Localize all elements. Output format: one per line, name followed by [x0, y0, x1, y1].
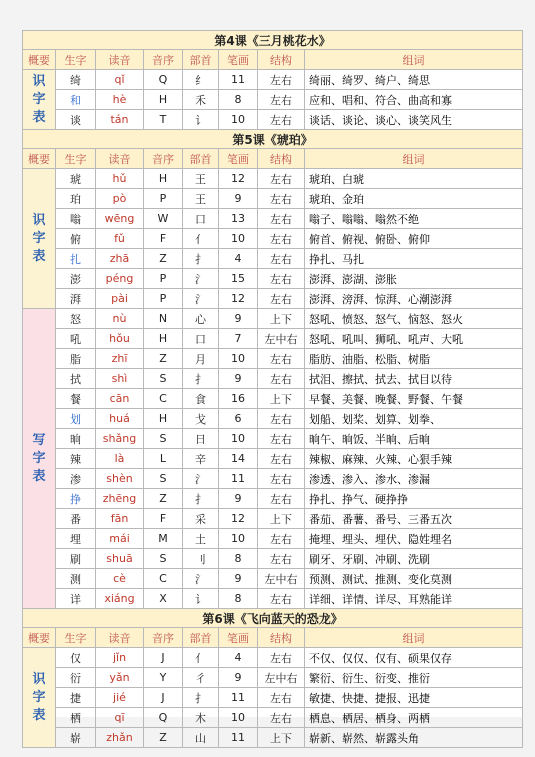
header-cell: 笔画 — [219, 149, 258, 169]
radical-cell: 扌 — [183, 489, 219, 509]
radical-cell: 口 — [183, 209, 219, 229]
table-row — [23, 369, 523, 389]
table-row — [23, 688, 523, 708]
structure-cell: 左右 — [258, 229, 305, 249]
structure-cell: 左右 — [258, 409, 305, 429]
header-cell: 组词 — [305, 149, 523, 169]
sequence-cell: J — [144, 648, 183, 668]
header-cell: 组词 — [305, 50, 523, 70]
radical-cell: 辛 — [183, 449, 219, 469]
structure-cell: 左右 — [258, 90, 305, 110]
radical-cell: 日 — [183, 429, 219, 449]
header-row — [23, 149, 523, 169]
structure-cell: 左右 — [258, 289, 305, 309]
table-row — [23, 289, 523, 309]
pinyin-cell: shǎng — [96, 429, 144, 449]
pinyin-cell: zhǎn — [96, 728, 144, 748]
pinyin-cell: huá — [96, 409, 144, 429]
structure-cell: 左右 — [258, 489, 305, 509]
words-cell: 脂肪、油脂、松脂、树脂 — [305, 349, 523, 369]
sequence-cell: S — [144, 369, 183, 389]
group-label — [23, 648, 56, 748]
header-cell: 结构 — [258, 628, 305, 648]
pinyin-cell: shuā — [96, 549, 144, 569]
sequence-cell: C — [144, 389, 183, 409]
radical-cell: 纟 — [183, 70, 219, 90]
header-cell: 部首 — [183, 50, 219, 70]
group-label — [23, 169, 56, 309]
radical-cell: 氵 — [183, 569, 219, 589]
pinyin-cell: jié — [96, 688, 144, 708]
char-cell: 衍 — [56, 668, 96, 688]
sequence-cell: S — [144, 429, 183, 449]
char-cell: 辣 — [56, 449, 96, 469]
radical-cell: 讠 — [183, 589, 219, 609]
sequence-cell: P — [144, 289, 183, 309]
structure-cell: 左右 — [258, 369, 305, 389]
lesson-title: 第5课《琥珀》 — [23, 130, 523, 149]
table-row — [23, 309, 523, 329]
pinyin-cell: jǐn — [96, 648, 144, 668]
char-cell: 挣 — [56, 489, 96, 509]
strokes-cell: 7 — [219, 329, 258, 349]
strokes-cell: 10 — [219, 349, 258, 369]
table-row — [23, 269, 523, 289]
sequence-cell: T — [144, 110, 183, 130]
sequence-cell: H — [144, 90, 183, 110]
sequence-cell: J — [144, 688, 183, 708]
radical-cell: 扌 — [183, 688, 219, 708]
strokes-cell: 9 — [219, 668, 258, 688]
char-cell: 脂 — [56, 349, 96, 369]
table-row — [23, 329, 523, 349]
header-cell: 读音 — [96, 50, 144, 70]
char-cell: 详 — [56, 589, 96, 609]
group-label-text: 识字表 — [32, 73, 46, 125]
table-row — [23, 110, 523, 130]
strokes-cell: 4 — [219, 648, 258, 668]
words-cell: 番茄、番薯、番号、三番五次 — [305, 509, 523, 529]
table-row — [23, 249, 523, 269]
table-row — [23, 469, 523, 489]
radical-cell: 禾 — [183, 90, 219, 110]
table-row — [23, 708, 523, 728]
strokes-cell: 9 — [219, 569, 258, 589]
header-cell: 部首 — [183, 628, 219, 648]
group-label-text: 识字表 — [32, 671, 46, 723]
group-label-text: 识字表 — [32, 212, 46, 264]
strokes-cell: 12 — [219, 509, 258, 529]
char-cell: 琥 — [56, 169, 96, 189]
words-cell: 俯首、俯视、俯卧、俯仰 — [305, 229, 523, 249]
words-cell: 怒吼、吼叫、狮吼、吼声、大吼 — [305, 329, 523, 349]
lesson-title-row — [23, 130, 523, 149]
words-cell: 详细、详情、详尽、耳熟能详 — [305, 589, 523, 609]
header-cell: 音序 — [144, 628, 183, 648]
words-cell: 晌午、晌饭、半晌、后晌 — [305, 429, 523, 449]
pinyin-cell: là — [96, 449, 144, 469]
structure-cell: 上下 — [258, 309, 305, 329]
radical-cell: 口 — [183, 329, 219, 349]
strokes-cell: 10 — [219, 429, 258, 449]
pinyin-cell: fān — [96, 509, 144, 529]
strokes-cell: 11 — [219, 688, 258, 708]
words-cell: 谈话、谈论、谈心、谈笑风生 — [305, 110, 523, 130]
pinyin-cell: zhēng — [96, 489, 144, 509]
structure-cell: 左中右 — [258, 329, 305, 349]
pinyin-cell: hǒu — [96, 329, 144, 349]
radical-cell: 山 — [183, 728, 219, 748]
words-cell: 敏捷、快捷、捷报、迅捷 — [305, 688, 523, 708]
structure-cell: 左右 — [258, 549, 305, 569]
radical-cell: 王 — [183, 169, 219, 189]
group-label — [23, 309, 56, 609]
sequence-cell: Y — [144, 668, 183, 688]
header-cell: 笔画 — [219, 50, 258, 70]
char-cell: 俯 — [56, 229, 96, 249]
strokes-cell: 14 — [219, 449, 258, 469]
header-cell: 结构 — [258, 50, 305, 70]
strokes-cell: 9 — [219, 369, 258, 389]
pinyin-cell: xiáng — [96, 589, 144, 609]
words-cell: 渗透、渗入、渗水、渗漏 — [305, 469, 523, 489]
table-row — [23, 209, 523, 229]
table-row — [23, 668, 523, 688]
pinyin-cell: tán — [96, 110, 144, 130]
radical-cell: 月 — [183, 349, 219, 369]
header-cell: 生字 — [56, 50, 96, 70]
header-cell: 读音 — [96, 628, 144, 648]
pinyin-cell: hǔ — [96, 169, 144, 189]
strokes-cell: 12 — [219, 289, 258, 309]
radical-cell: 扌 — [183, 369, 219, 389]
words-cell: 拭泪、擦拭、拭去、拭目以待 — [305, 369, 523, 389]
char-cell: 澎 — [56, 269, 96, 289]
char-cell: 湃 — [56, 289, 96, 309]
sequence-cell: H — [144, 169, 183, 189]
structure-cell: 上下 — [258, 389, 305, 409]
radical-cell: 亻 — [183, 648, 219, 668]
char-cell: 和 — [56, 90, 96, 110]
vocabulary-table — [22, 30, 523, 748]
structure-cell: 左右 — [258, 249, 305, 269]
strokes-cell: 6 — [219, 409, 258, 429]
table-row — [23, 569, 523, 589]
char-cell: 餐 — [56, 389, 96, 409]
pinyin-cell: zhī — [96, 349, 144, 369]
structure-cell: 左右 — [258, 349, 305, 369]
radical-cell: 土 — [183, 529, 219, 549]
char-cell: 捷 — [56, 688, 96, 708]
radical-cell: 采 — [183, 509, 219, 529]
pinyin-cell: mái — [96, 529, 144, 549]
table-row — [23, 189, 523, 209]
header-cell: 笔画 — [219, 628, 258, 648]
strokes-cell: 11 — [219, 728, 258, 748]
radical-cell: 刂 — [183, 549, 219, 569]
table-row — [23, 389, 523, 409]
char-cell: 划 — [56, 409, 96, 429]
radical-cell: 氵 — [183, 289, 219, 309]
char-cell: 渗 — [56, 469, 96, 489]
strokes-cell: 10 — [219, 110, 258, 130]
words-cell: 琥珀、金珀 — [305, 189, 523, 209]
words-cell: 早餐、美餐、晚餐、野餐、午餐 — [305, 389, 523, 409]
pinyin-cell: qǐ — [96, 70, 144, 90]
lesson-title: 第4课《三月桃花水》 — [23, 31, 523, 50]
sequence-cell: Q — [144, 708, 183, 728]
lesson-title: 第6课《飞向蓝天的恐龙》 — [23, 609, 523, 628]
header-cell: 读音 — [96, 149, 144, 169]
char-cell: 晌 — [56, 429, 96, 449]
strokes-cell: 8 — [219, 589, 258, 609]
strokes-cell: 10 — [219, 529, 258, 549]
structure-cell: 左右 — [258, 70, 305, 90]
radical-cell: 氵 — [183, 469, 219, 489]
structure-cell: 左右 — [258, 648, 305, 668]
table-row — [23, 648, 523, 668]
table-row — [23, 90, 523, 110]
strokes-cell: 11 — [219, 469, 258, 489]
sequence-cell: Z — [144, 489, 183, 509]
header-row — [23, 50, 523, 70]
table-row — [23, 549, 523, 569]
header-cell: 组词 — [305, 628, 523, 648]
structure-cell: 上下 — [258, 509, 305, 529]
header-cell: 概要 — [23, 149, 56, 169]
structure-cell: 左右 — [258, 529, 305, 549]
char-cell: 扎 — [56, 249, 96, 269]
sequence-cell: Z — [144, 249, 183, 269]
sequence-cell: Z — [144, 728, 183, 748]
radical-cell: 讠 — [183, 110, 219, 130]
group-label — [23, 70, 56, 130]
strokes-cell: 8 — [219, 549, 258, 569]
structure-cell: 左右 — [258, 169, 305, 189]
pinyin-cell: shì — [96, 369, 144, 389]
sequence-cell: F — [144, 229, 183, 249]
words-cell: 不仅、仅仅、仅有、硕果仅存 — [305, 648, 523, 668]
structure-cell: 左右 — [258, 110, 305, 130]
table-row — [23, 349, 523, 369]
strokes-cell: 13 — [219, 209, 258, 229]
lesson-title-row — [23, 31, 523, 50]
sequence-cell: S — [144, 549, 183, 569]
strokes-cell: 4 — [219, 249, 258, 269]
char-cell: 怒 — [56, 309, 96, 329]
strokes-cell: 16 — [219, 389, 258, 409]
words-cell: 繁衍、衍生、衍变、推衍 — [305, 668, 523, 688]
table-row — [23, 169, 523, 189]
strokes-cell: 9 — [219, 189, 258, 209]
char-cell: 刷 — [56, 549, 96, 569]
pinyin-cell: qī — [96, 708, 144, 728]
header-cell: 生字 — [56, 149, 96, 169]
words-cell: 绮丽、绮罗、绮户、绮思 — [305, 70, 523, 90]
table-row — [23, 409, 523, 429]
strokes-cell: 12 — [219, 169, 258, 189]
char-cell: 拭 — [56, 369, 96, 389]
pinyin-cell: zhā — [96, 249, 144, 269]
header-cell: 生字 — [56, 628, 96, 648]
table-row — [23, 489, 523, 509]
pinyin-cell: wēng — [96, 209, 144, 229]
sequence-cell: W — [144, 209, 183, 229]
table-row — [23, 509, 523, 529]
structure-cell: 左右 — [258, 708, 305, 728]
sequence-cell: Z — [144, 349, 183, 369]
words-cell: 辣椒、麻辣、火辣、心狠手辣 — [305, 449, 523, 469]
strokes-cell: 9 — [219, 489, 258, 509]
words-cell: 划船、划桨、划算、划拳、 — [305, 409, 523, 429]
pinyin-cell: cè — [96, 569, 144, 589]
radical-cell: 戈 — [183, 409, 219, 429]
pinyin-cell: yǎn — [96, 668, 144, 688]
strokes-cell: 9 — [219, 309, 258, 329]
words-cell: 怒吼、愤怒、怒气、恼怒、怒火 — [305, 309, 523, 329]
char-cell: 番 — [56, 509, 96, 529]
pinyin-cell: pò — [96, 189, 144, 209]
pinyin-cell: shèn — [96, 469, 144, 489]
structure-cell: 左右 — [258, 469, 305, 489]
header-cell: 部首 — [183, 149, 219, 169]
pinyin-cell: hè — [96, 90, 144, 110]
pinyin-cell: péng — [96, 269, 144, 289]
radical-cell: 氵 — [183, 269, 219, 289]
header-cell: 结构 — [258, 149, 305, 169]
strokes-cell: 10 — [219, 708, 258, 728]
radical-cell: 木 — [183, 708, 219, 728]
sequence-cell: P — [144, 269, 183, 289]
sequence-cell: Q — [144, 70, 183, 90]
words-cell: 预测、测试、推测、变化莫测 — [305, 569, 523, 589]
char-cell: 测 — [56, 569, 96, 589]
table-row — [23, 529, 523, 549]
table-row — [23, 589, 523, 609]
words-cell: 挣扎、马扎 — [305, 249, 523, 269]
table-row — [23, 70, 523, 90]
radical-cell: 王 — [183, 189, 219, 209]
sequence-cell: H — [144, 329, 183, 349]
structure-cell: 左右 — [258, 189, 305, 209]
pinyin-cell: nù — [96, 309, 144, 329]
strokes-cell: 8 — [219, 90, 258, 110]
strokes-cell: 15 — [219, 269, 258, 289]
radical-cell: 亻 — [183, 229, 219, 249]
words-cell: 栖息、栖居、栖身、两栖 — [305, 708, 523, 728]
radical-cell: 食 — [183, 389, 219, 409]
group-label-text: 写字表 — [32, 432, 46, 484]
header-cell: 音序 — [144, 50, 183, 70]
structure-cell: 左右 — [258, 449, 305, 469]
structure-cell: 左右 — [258, 429, 305, 449]
pinyin-cell: fǔ — [96, 229, 144, 249]
structure-cell: 左右 — [258, 209, 305, 229]
char-cell: 珀 — [56, 189, 96, 209]
sequence-cell: C — [144, 569, 183, 589]
radical-cell: 心 — [183, 309, 219, 329]
char-cell: 嗡 — [56, 209, 96, 229]
table-row — [23, 449, 523, 469]
sequence-cell: F — [144, 509, 183, 529]
words-cell: 应和、唱和、符合、曲高和寡 — [305, 90, 523, 110]
structure-cell: 左中右 — [258, 668, 305, 688]
char-cell: 崭 — [56, 728, 96, 748]
structure-cell: 左右 — [258, 269, 305, 289]
char-cell: 绮 — [56, 70, 96, 90]
structure-cell: 上下 — [258, 728, 305, 748]
table-row — [23, 229, 523, 249]
sequence-cell: L — [144, 449, 183, 469]
words-cell: 澎湃、澎湖、澎胀 — [305, 269, 523, 289]
sequence-cell: H — [144, 409, 183, 429]
strokes-cell: 11 — [219, 70, 258, 90]
words-cell: 挣扎、挣气、硬挣挣 — [305, 489, 523, 509]
sequence-cell: X — [144, 589, 183, 609]
sequence-cell: S — [144, 469, 183, 489]
words-cell: 琥珀、白琥 — [305, 169, 523, 189]
strokes-cell: 10 — [219, 229, 258, 249]
sequence-cell: P — [144, 189, 183, 209]
pinyin-cell: cān — [96, 389, 144, 409]
structure-cell: 左右 — [258, 688, 305, 708]
char-cell: 仅 — [56, 648, 96, 668]
words-cell: 崭新、崭然、崭露头角 — [305, 728, 523, 748]
lesson-title-row — [23, 609, 523, 628]
structure-cell: 左中右 — [258, 569, 305, 589]
table-row — [23, 429, 523, 449]
char-cell: 埋 — [56, 529, 96, 549]
words-cell: 刷牙、牙刷、冲刷、洗刷 — [305, 549, 523, 569]
words-cell: 嗡子、嗡嗡、嗡然不绝 — [305, 209, 523, 229]
words-cell: 掩埋、埋头、埋伏、隐姓埋名 — [305, 529, 523, 549]
sequence-cell: M — [144, 529, 183, 549]
radical-cell: 彳 — [183, 668, 219, 688]
header-cell: 音序 — [144, 149, 183, 169]
char-cell: 吼 — [56, 329, 96, 349]
words-cell: 澎湃、滂湃、惊湃、心潮澎湃 — [305, 289, 523, 309]
header-cell: 概要 — [23, 628, 56, 648]
header-cell: 概要 — [23, 50, 56, 70]
char-cell: 谈 — [56, 110, 96, 130]
radical-cell: 扌 — [183, 249, 219, 269]
header-row — [23, 628, 523, 648]
table-row — [23, 728, 523, 748]
pinyin-cell: pài — [96, 289, 144, 309]
char-cell: 栖 — [56, 708, 96, 728]
vocabulary-sheet — [22, 30, 522, 745]
sequence-cell: N — [144, 309, 183, 329]
structure-cell: 左右 — [258, 589, 305, 609]
